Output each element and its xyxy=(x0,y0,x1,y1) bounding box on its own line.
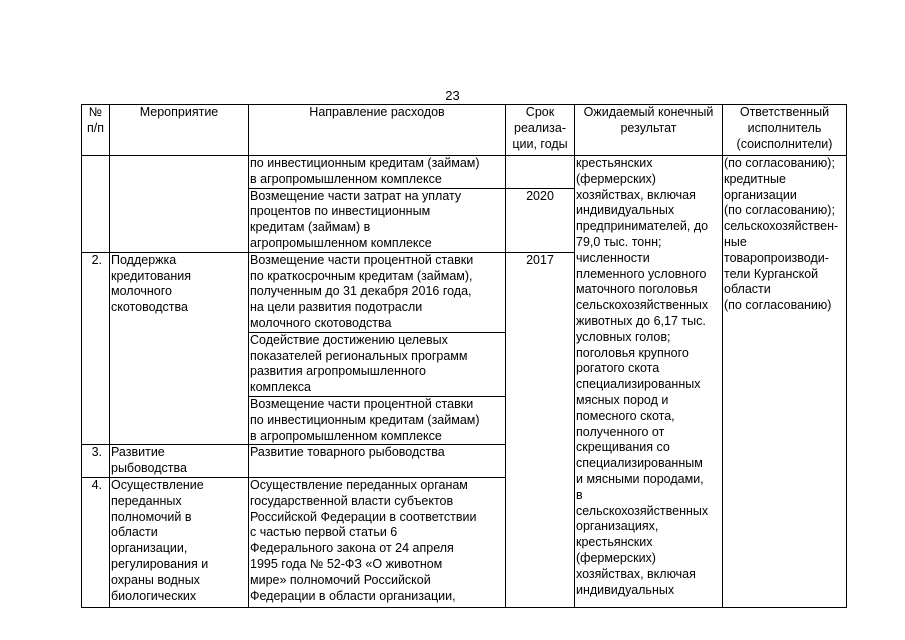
num-cell xyxy=(82,156,110,253)
direction-text: Осуществление переданных органам государственной власти субъектов Российской Федерации в соответствии с частью первой статьи 6 Федерального закона от 24 апреля 1995 года № 52-ФЗ «О животном мире» полномочий Российской Федерации в области организации, xyxy=(250,477,477,603)
header-event: Мероприятие xyxy=(110,105,249,156)
event-text: Осуществление переданных полномочий в области организации, регулирования и охраны водных биологических xyxy=(111,477,209,603)
event-cell: Развитие рыбоводства xyxy=(110,445,249,478)
header-direction: Направление расходов xyxy=(249,105,506,156)
num-cell: 4. xyxy=(82,477,110,607)
result-cell: крестьянских (фермерских) хозяйствах, включая индивидуальных предпринимателей, до 79,0 тыс. тонн; численности племенного условного маточного поголовья сельскохозяйственных животных до 6,17 тыс. условных голов; поголовья крупного рогатого скота специализированных мясных пород и помесного скота, полученного от скрещивания со специализированным и мясными породами, в сельскохозяйственных организациях, крестьянских (фермерских) хозяйствах, включая индивидуальных xyxy=(575,156,723,608)
header-result: Ожидаемый конечный результат xyxy=(575,105,723,156)
direction-cell: Возмещение части процентной ставки по краткосрочным кредитам (займам), полученным до 31 декабря 2016 года, на цели развития подотрасли молочного скотоводства xyxy=(249,252,506,332)
direction-cell: Содействие достижению целевых показателей региональных программ развития агропромышленного комплекса xyxy=(249,332,506,396)
table-row xyxy=(82,156,847,189)
num-cell: 3. xyxy=(82,445,110,478)
num-cell: 2. xyxy=(82,252,110,445)
direction-cell xyxy=(249,477,506,607)
event-cell: Поддержка кредитования молочного скотоводства xyxy=(110,252,249,445)
event-cell xyxy=(110,477,249,607)
header-executor: Ответственный исполнитель (соисполнители) xyxy=(723,105,847,156)
event-cell xyxy=(110,156,249,253)
term-cell: 2020 xyxy=(506,188,575,252)
page-number: 23 xyxy=(445,88,460,103)
term-cell: 2017 xyxy=(506,252,575,607)
direction-cell: Возмещение части процентной ставки по инвестиционным кредитам (займам) в агропромышленном комплексе xyxy=(249,396,506,444)
term-cell xyxy=(506,156,575,189)
executor-cell: (по согласованию); кредитные организации (по согласованию); сельскохозяйствен- ные товаропроизводи- тели Курганской области (по согласованию) xyxy=(723,156,847,608)
header-term: Срок реализа- ции, годы xyxy=(506,105,575,156)
direction-cell: Развитие товарного рыбоводства xyxy=(249,445,506,478)
table-header-row xyxy=(82,105,847,156)
header-num: № п/п xyxy=(82,105,110,156)
direction-cell: Возмещение части затрат на уплату процентов по инвестиционным кредитам (займам) в агропромышленном комплексе xyxy=(249,188,506,252)
direction-cell: по инвестиционным кредитам (займам) в агропромышленном комплексе xyxy=(249,156,506,189)
measures-table xyxy=(81,104,847,608)
